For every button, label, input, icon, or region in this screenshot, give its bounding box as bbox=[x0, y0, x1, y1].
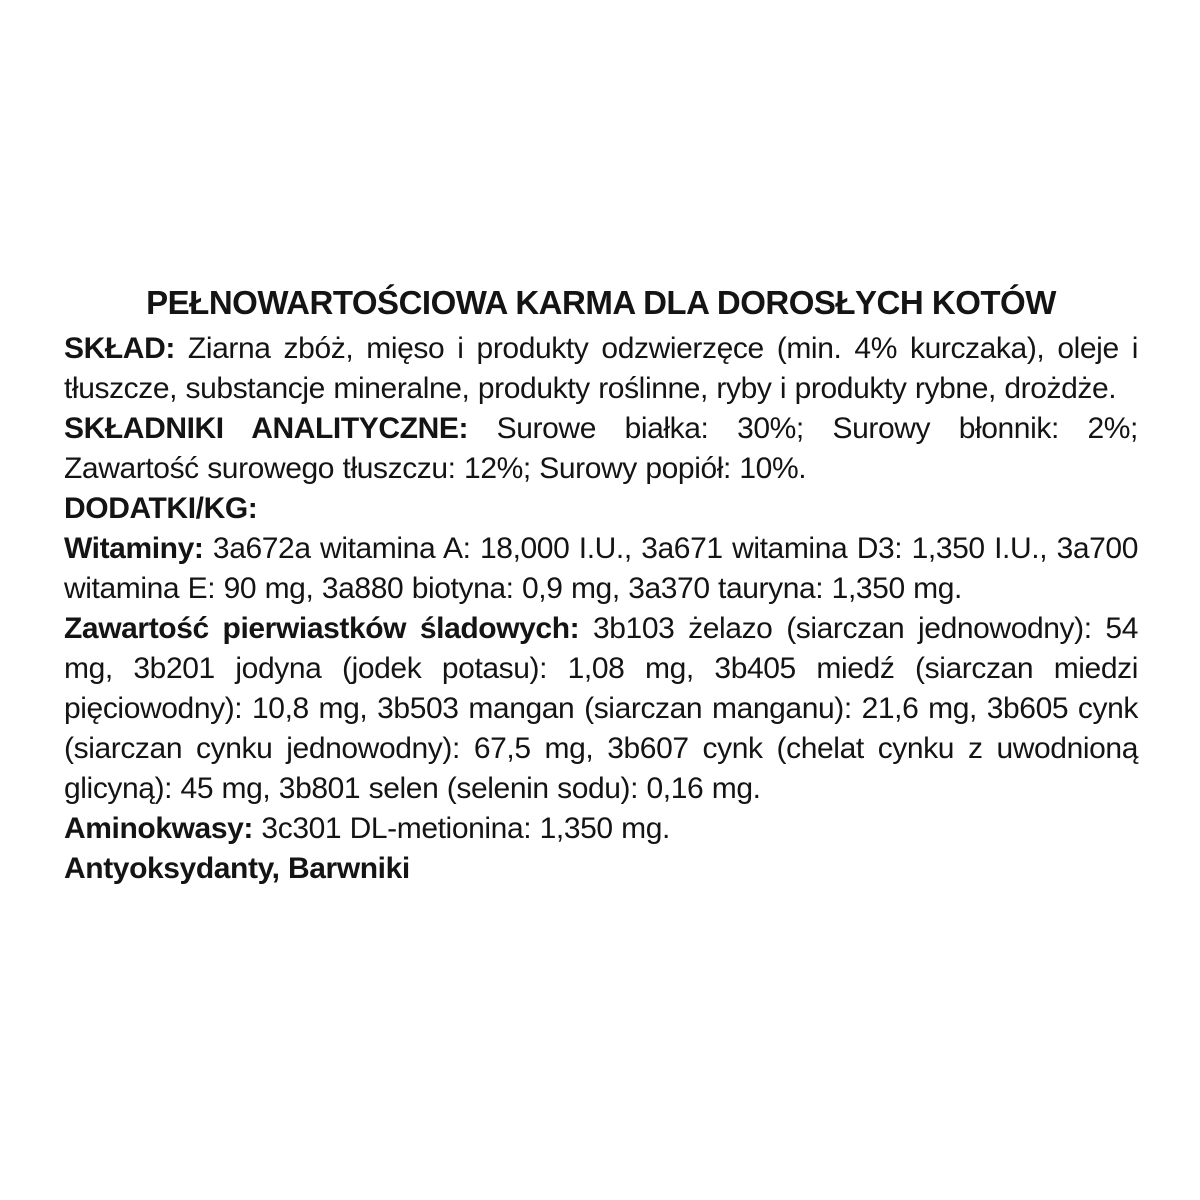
section-pierwiastki-sladowe-heading: Zawartość pierwiastków śladowych: bbox=[64, 612, 580, 645]
section-antyoksydanty-barwniki bbox=[64, 849, 1138, 889]
section-sklad-text: Ziarna zbóż, mięso i produkty odzwierzęce (min. 4% kurczaka), oleje i tłuszcze, substancje mineralne, produkty roślinne, ryby i produkty rybne, drożdże. bbox=[64, 332, 1138, 405]
section-skladniki-analityczne bbox=[64, 409, 1138, 489]
section-witaminy-heading: Witaminy: bbox=[64, 532, 204, 565]
section-witaminy bbox=[64, 529, 1138, 609]
section-skladniki-analityczne-heading: SKŁADNIKI ANALITYCZNE: bbox=[64, 412, 469, 445]
section-pierwiastki-sladowe-text: 3b103 żelazo (siarczan jednowodny): 54 mg, 3b201 jodyna (jodek potasu): 1,08 mg, 3b405 miedź (siarczan miedzi pięciowodny): 10,8 mg, 3b503 mangan (siarczan manganu): 21,6 mg, 3b605 cynk (siarczan cynku jednowodny): 67,5 mg, 3b607 cynk (chelat cynku z uwodnioną glicyną): 45 mg, 3b801 selen (selenin sodu): 0,16 mg. bbox=[64, 612, 1138, 805]
section-dodatki-kg bbox=[64, 489, 1138, 529]
section-aminokwasy-text: 3c301 DL-metionina: 1,350 mg. bbox=[253, 812, 670, 845]
section-skladniki-analityczne-text: Surowe białka: 30%; Surowy błonnik: 2%; Zawartość surowego tłuszczu: 12%; Surowy popiół: 10%. bbox=[64, 412, 1138, 485]
section-dodatki-kg-heading: DODATKI/KG: bbox=[64, 492, 258, 525]
section-sklad bbox=[64, 329, 1138, 409]
section-aminokwasy bbox=[64, 809, 1138, 849]
label-title: PEŁNOWARTOŚCIOWA KARMA DLA DOROSŁYCH KOTÓW bbox=[146, 284, 1056, 321]
section-antyoksydanty-barwniki-heading: Antyoksydanty, Barwniki bbox=[64, 852, 410, 885]
pet-food-label bbox=[64, 281, 1138, 889]
section-witaminy-text: 3a672a witamina A: 18,000 I.U., 3a671 witamina D3: 1,350 I.U., 3a700 witamina E: 90 mg, 3a880 biotyna: 0,9 mg, 3a370 tauryna: 1,350 mg. bbox=[64, 532, 1138, 605]
section-aminokwasy-heading: Aminokwasy: bbox=[64, 812, 253, 845]
section-pierwiastki-sladowe bbox=[64, 609, 1138, 809]
section-sklad-heading: SKŁAD: bbox=[64, 332, 175, 365]
